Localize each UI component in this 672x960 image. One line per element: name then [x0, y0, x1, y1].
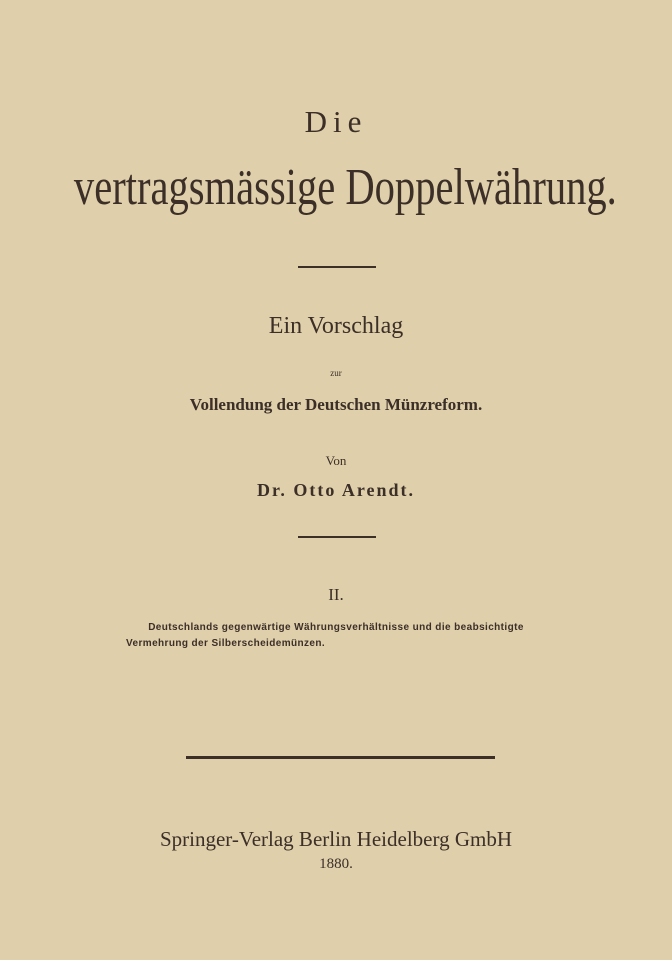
- publisher: Springer-Verlag Berlin Heidelberg GmbH: [159, 827, 513, 851]
- description-line-2: Vermehrung der Silberscheidemünzen.: [126, 638, 326, 649]
- author-name: Dr. Otto Arendt.: [257, 480, 415, 500]
- divider-rule-bottom: [186, 756, 495, 759]
- volume-number: II.: [328, 585, 344, 604]
- divider-rule-top: [298, 266, 376, 268]
- subtitle-connector: zur: [330, 368, 342, 378]
- description-line-1: Deutschlands gegenwärtige Währungsverhältnisse und die beabsichtigte: [148, 622, 524, 633]
- divider-rule-middle: [298, 536, 376, 538]
- by-label: Von: [325, 453, 347, 468]
- subtitle: Ein Vorschlag: [268, 313, 404, 339]
- main-title: vertragsmässige Doppelwährung.: [73, 159, 617, 216]
- title-line-die: Die: [304, 104, 368, 139]
- publication-year: 1880.: [319, 856, 353, 872]
- subtitle-line-2: Vollendung der Deutschen Münzreform.: [189, 395, 483, 414]
